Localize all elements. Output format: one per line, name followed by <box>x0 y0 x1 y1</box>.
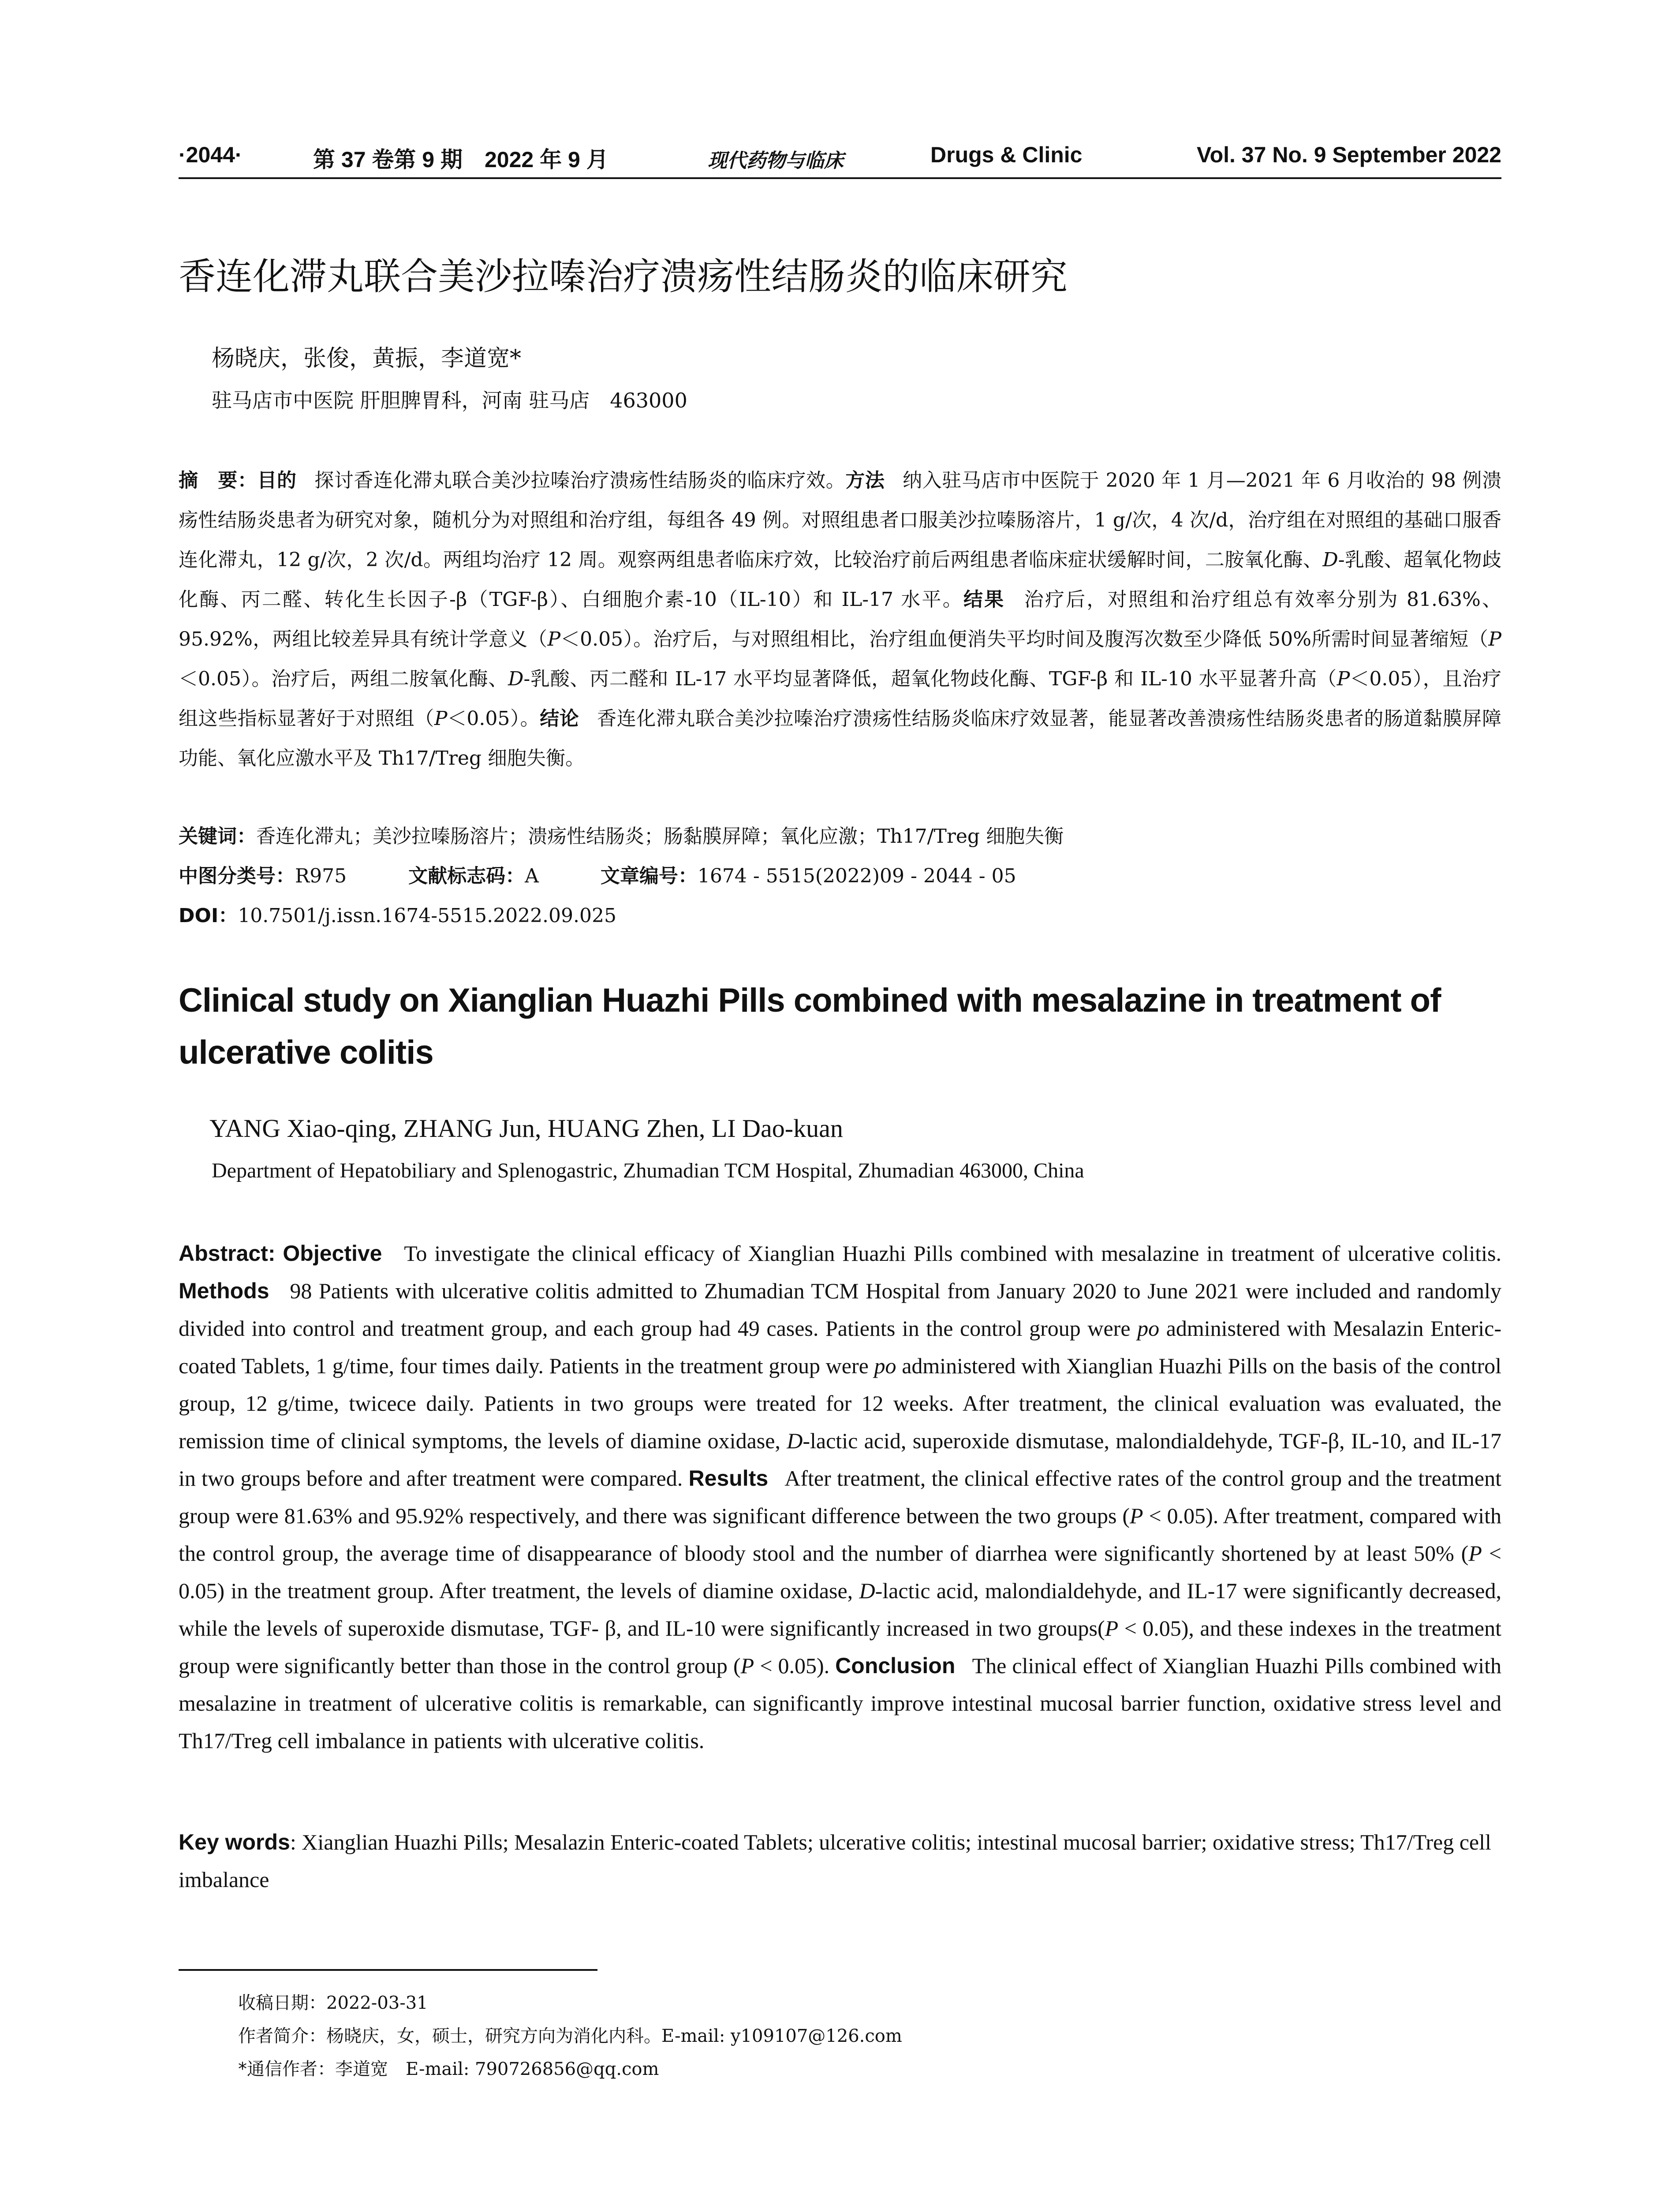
keywords-en <box>179 1824 1501 1899</box>
objective-label-cn: 目的 <box>257 469 297 492</box>
methods-label-cn: 方法 <box>845 469 885 492</box>
d-italic: D <box>859 1578 875 1603</box>
p-italic: P <box>547 628 561 650</box>
authors-cn: 杨晓庆，张俊，黄振，李道宽* <box>212 345 522 372</box>
po-italic: po <box>874 1353 896 1378</box>
p-italic: P <box>1488 628 1501 650</box>
results-label-cn: 结果 <box>963 588 1005 611</box>
conclusion-label-cn: 结论 <box>540 707 579 730</box>
keywords-text-en: : Xianglian Huazhi Pills; Mesalazin Enteric-coated Tablets; ulcerative colitis; intestinal mucosal barrier; oxidative stress; Th17/Treg cell imbalance <box>179 1830 1491 1892</box>
doc-code-value: A <box>525 865 539 887</box>
po-italic: po <box>1137 1316 1160 1341</box>
affiliation-cn: 驻马店市中医院 肝胆脾胃科，河南 驻马店 463000 <box>212 389 687 412</box>
author-bio-text: 杨晓庆，女，硕士，研究方向为消化内科。E-mail: y109107@126.com <box>326 2026 902 2046</box>
footnote-corresponding <box>238 2055 659 2080</box>
affiliation-en: Department of Hepatobiliary and Splenogastric, Zhumadian TCM Hospital, Zhumadian 463000, China <box>212 1159 1084 1182</box>
p-italic: P <box>1468 1541 1482 1566</box>
results-text-cn-5: ＜0.05），且治疗组这些指标显著好于对照组（ <box>179 668 1502 730</box>
doi-line <box>179 900 616 928</box>
abstract-cn <box>179 461 1501 778</box>
results-label-en: Results <box>688 1466 769 1491</box>
p-italic: P <box>434 707 448 730</box>
objective-text-cn: 探讨香连化滞丸联合美沙拉嗪治疗溃疡性结肠炎的临床疗效。 <box>314 469 846 492</box>
d-italic: D <box>787 1428 803 1453</box>
objective-label-en: Objective <box>283 1241 382 1266</box>
doi-value: 10.7501/j.issn.1674-5515.2022.09.025 <box>238 904 616 927</box>
volume-issue-cn: 第 37 卷第 9 期 2022 年 9 月 <box>313 147 609 172</box>
p-italic: P <box>740 1653 754 1678</box>
results-text-en-6: < 0.05). <box>754 1653 830 1678</box>
classification-line <box>179 860 1016 888</box>
methods-text-cn-2: -乳酸、超氧化物歧化酶、丙二醛、转化生长因子-β（TGF-β）、白细胞介素-10（IL-10）和 IL-17 水平。 <box>179 549 1501 611</box>
results-text-en-5: < 0.05), and these indexes in the treatment group were significantly better than those in the control group ( <box>179 1616 1502 1678</box>
abstract-label-cn: 摘 要： <box>179 469 258 492</box>
results-text-en-4: -lactic acid, malondialdehyde, and IL-17 were significantly decreased, while the levels of superoxide dismutase, TGF- β, and IL-10 were significantly increased in two groups( <box>179 1578 1502 1641</box>
p-italic: P <box>1337 668 1350 690</box>
received-date: 2022-03-31 <box>326 1993 428 2013</box>
journal-name-en: Drugs & Clinic <box>930 142 1083 167</box>
keywords-cn <box>179 820 1064 848</box>
volume-issue-en: Vol. 37 No. 9 September 2022 <box>1196 142 1501 167</box>
article-no-label: 文章编号： <box>600 865 698 887</box>
received-label: 收稿日期： <box>238 1993 326 2013</box>
methods-text-en-3: administered with Xianglian Huazhi Pills on the basis of the control group, 12 g/time, twicece daily. Patients in two groups were treated for 12 weeks. After treatment, the clinical evaluation was evaluated, the remission time of clinical symptoms, the levels of diamine oxidase, <box>179 1353 1502 1453</box>
abstract-label-en: Abstract: <box>179 1241 276 1266</box>
methods-text-en-2: administered with Mesalazin Enteric-coated Tablets, 1 g/time, four times daily. Patients in the treatment group were <box>179 1316 1502 1378</box>
running-header <box>179 142 1501 179</box>
abstract-en <box>179 1235 1501 1760</box>
clc-value: R975 <box>295 865 347 887</box>
conclusion-text-cn: 香连化滞丸联合美沙拉嗪治疗溃疡性结肠炎临床疗效显著，能显著改善溃疡性结肠炎患者的肠道黏膜屏障功能、氧化应激水平及 Th17/Treg 细胞失衡。 <box>179 707 1502 770</box>
corresponding-text: 李道宽 E-mail: 790726856@qq.com <box>335 2059 659 2079</box>
article-title-en: Clinical study on Xianglian Huazhi Pills combined with mesalazine in treatment of ulcerative colitis <box>179 982 1441 1071</box>
keywords-text-cn: 香连化滞丸；美沙拉嗪肠溶片；溃疡性结肠炎；肠黏膜屏障；氧化应激；Th17/Treg 细胞失衡 <box>256 825 1064 848</box>
article-no-value: 1674 - 5515(2022)09 - 2044 - 05 <box>697 865 1016 887</box>
d-italic: D <box>1322 549 1338 571</box>
results-text-en-3: < 0.05) in the treatment group. After treatment, the levels of diamine oxidase, <box>179 1541 1501 1603</box>
p-italic: P <box>1105 1616 1119 1641</box>
results-text-en: After treatment, the clinical effective rates of the control group and the treatment group were 81.63% and 95.92% respectively, and there was significant difference between the two groups ( <box>179 1466 1502 1528</box>
methods-text-en: 98 Patients with ulcerative colitis admitted to Zhumadian TCM Hospital from January 2020 to June 2021 were included and randomly divided into control and treatment group, and each group had 49 cases. Patients in the control group were <box>179 1278 1501 1341</box>
footnote-author-bio <box>238 2022 902 2047</box>
footnote-divider <box>179 1969 597 1971</box>
keywords-label-cn: 关键词： <box>179 825 256 848</box>
p-italic: P <box>1130 1503 1143 1528</box>
results-text-cn-4: -乳酸、丙二醛和 IL-17 水平均显著降低，超氧化物歧化酶、TGF-β 和 IL-10 水平显著升高（ <box>523 668 1337 690</box>
keywords-label-en: Key words <box>179 1830 290 1854</box>
methods-text-en-4: -lactic acid, superoxide dismutase, malondialdehyde, TGF-β, IL-10, and IL-17 in two groups before and after treatment were compared. <box>179 1428 1502 1491</box>
footnote-received <box>238 1989 428 2014</box>
authors-en: YANG Xiao-qing, ZHANG Jun, HUANG Zhen, LI Dao-kuan <box>209 1114 843 1143</box>
methods-label-en: Methods <box>179 1278 269 1303</box>
objective-text-en: To investigate the clinical efficacy of Xianglian Huazhi Pills combined with mesalazine in treatment of ulcerative colitis. <box>404 1241 1502 1266</box>
corresponding-label: *通信作者： <box>238 2059 335 2079</box>
methods-text-cn: 纳入驻马店市中医院于 2020 年 1 月—2021 年 6 月收治的 98 例溃疡性结肠炎患者为研究对象，随机分为对照组和治疗组，每组各 49 例。对照组患者口服美沙拉嗪肠溶片，1 g/次，4 次/d，治疗组在对照组的基础口服香连化滞丸，12 g/次，2 次/d。两组均治疗 12 周。观察两组患者临床疗效，比较治疗前后两组患者临床症状缓解时间，二胺氧化酶、 <box>179 469 1502 571</box>
article-title-cn: 香连化滞丸联合美沙拉嗪治疗溃疡性结肠炎的临床研究 <box>179 255 1068 298</box>
doi-label: DOI： <box>179 904 238 927</box>
results-text-cn-2: ＜0.05）。治疗后，与对照组相比，治疗组血便消失平均时间及腹泻次数至少降低 50%所需时间显著缩短（ <box>560 628 1489 650</box>
d-italic: D <box>508 668 524 690</box>
conclusion-text-en: The clinical effect of Xianglian Huazhi Pills combined with mesalazine in treatment of ulcerative colitis is remarkable, can significantly improve intestinal mucosal barrier function, oxidative stress level and Th17/Treg cell imbalance in patients with ulcerative colitis. <box>179 1653 1501 1753</box>
results-text-en-2: < 0.05). After treatment, compared with the control group, the average time of disappearance of bloody stool and the number of diarrhea were significantly shortened by at least 50% ( <box>179 1503 1501 1566</box>
clc-label: 中图分类号： <box>179 865 295 887</box>
conclusion-label-en: Conclusion <box>835 1653 956 1678</box>
journal-name-cn: 现代药物与临床 <box>708 149 844 172</box>
doc-code-label: 文献标志码： <box>408 865 525 887</box>
page-number: ·2044· <box>179 142 243 167</box>
results-text-cn-3: ＜0.05）。治疗后，两组二胺氧化酶、 <box>179 668 508 690</box>
author-bio-label: 作者简介： <box>238 2026 326 2046</box>
results-text-cn-6: ＜0.05）。 <box>447 707 540 730</box>
results-text-cn: 治疗后，对照组和治疗组总有效率分别为 81.63%、95.92%，两组比较差异具有统计学意义（ <box>179 588 1501 650</box>
